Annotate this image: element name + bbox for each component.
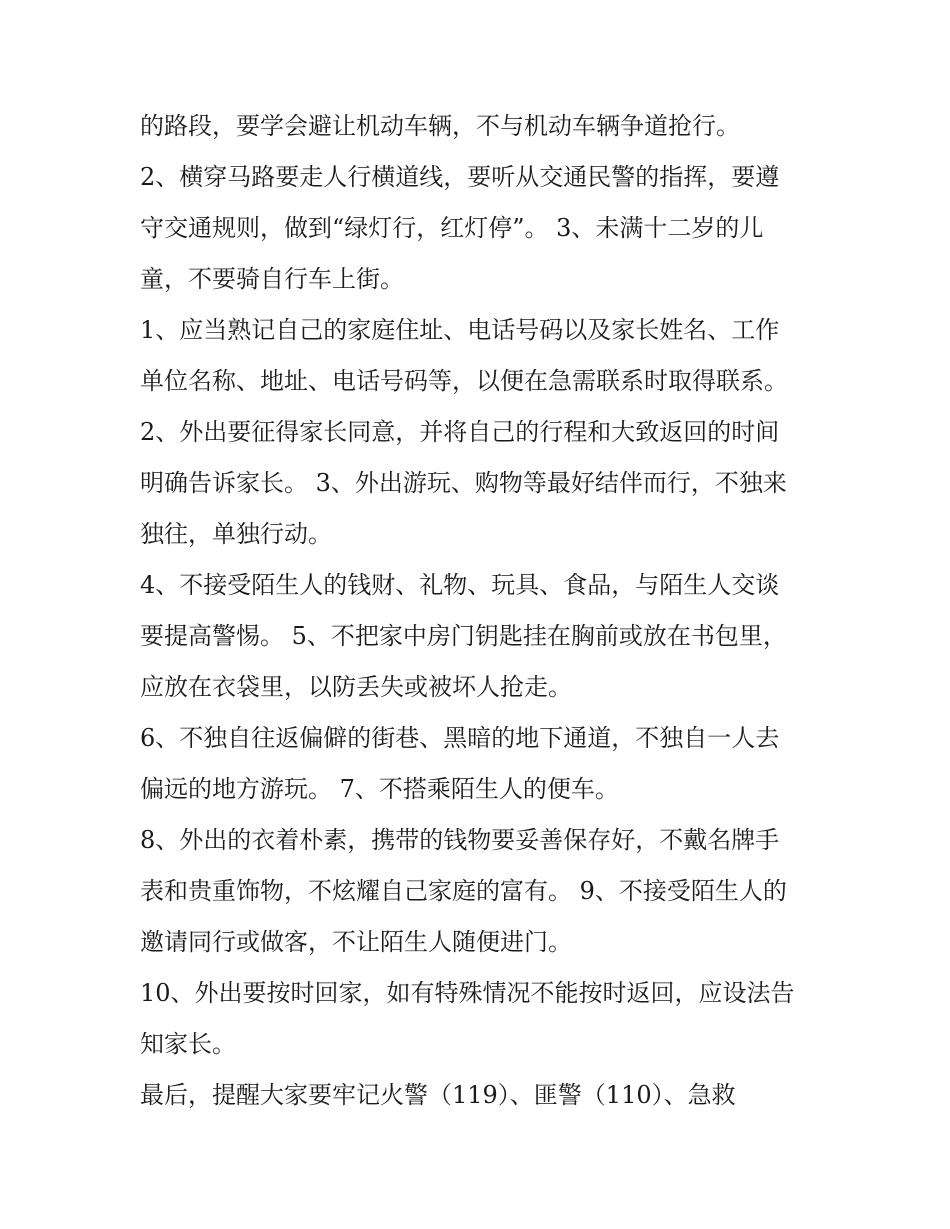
text-line: 要提高警惕。 5、不把家中房门钥匙挂在胸前或放在书包里， — [140, 622, 787, 650]
text-line: 2、外出要征得家长同意，并将自己的行程和大致返回的时间 — [140, 418, 780, 446]
text-line: 明确告诉家长。 3、外出游玩、购物等最好结伴而行，不独来 — [140, 469, 787, 497]
text-line: 表和贵重饰物，不炫耀自己家庭的富有。 9、不接受陌生人的 — [140, 877, 787, 905]
text-line: 最后，提醒大家要牢记火警（119）、匪警（110）、急救 — [140, 1081, 736, 1109]
text-line: 知家长。 — [140, 1030, 236, 1058]
text-line: 守交通规则，做到“绿灯行，红灯停”。 3、未满十二岁的儿 — [140, 214, 764, 242]
text-line: 偏远的地方游玩。 7、不搭乘陌生人的便车。 — [140, 775, 619, 803]
text-line: 10、外出要按时回家，如有特殊情况不能按时返回，应设法告 — [140, 979, 795, 1007]
text-line: 6、不独自往返偏僻的街巷、黑暗的地下通道，不独自一人去 — [140, 724, 780, 752]
document-body — [140, 101, 820, 1121]
text-line: 8、外出的衣着朴素，携带的钱物要妥善保存好，不戴名牌手 — [140, 826, 780, 854]
text-line: 邀请同行或做客，不让陌生人随便进门。 — [140, 928, 572, 956]
text-line: 1、应当熟记自己的家庭住址、电话号码以及家长姓名、工作 — [140, 316, 780, 344]
text-line: 童，不要骑自行车上街。 — [140, 265, 404, 293]
text-line: 单位名称、地址、电话号码等，以便在急需联系时取得联系。 — [140, 367, 788, 395]
text-line: 4、不接受陌生人的钱财、礼物、玩具、食品，与陌生人交谈 — [140, 571, 780, 599]
text-line: 2、横穿马路要走人行横道线，要听从交通民警的指挥，要遵 — [140, 163, 780, 191]
text-line: 的路段，要学会避让机动车辆，不与机动车辆争道抢行。 — [140, 112, 740, 140]
text-line: 独往，单独行动。 — [140, 520, 332, 548]
text-line: 应放在衣袋里，以防丢失或被坏人抢走。 — [140, 673, 572, 701]
